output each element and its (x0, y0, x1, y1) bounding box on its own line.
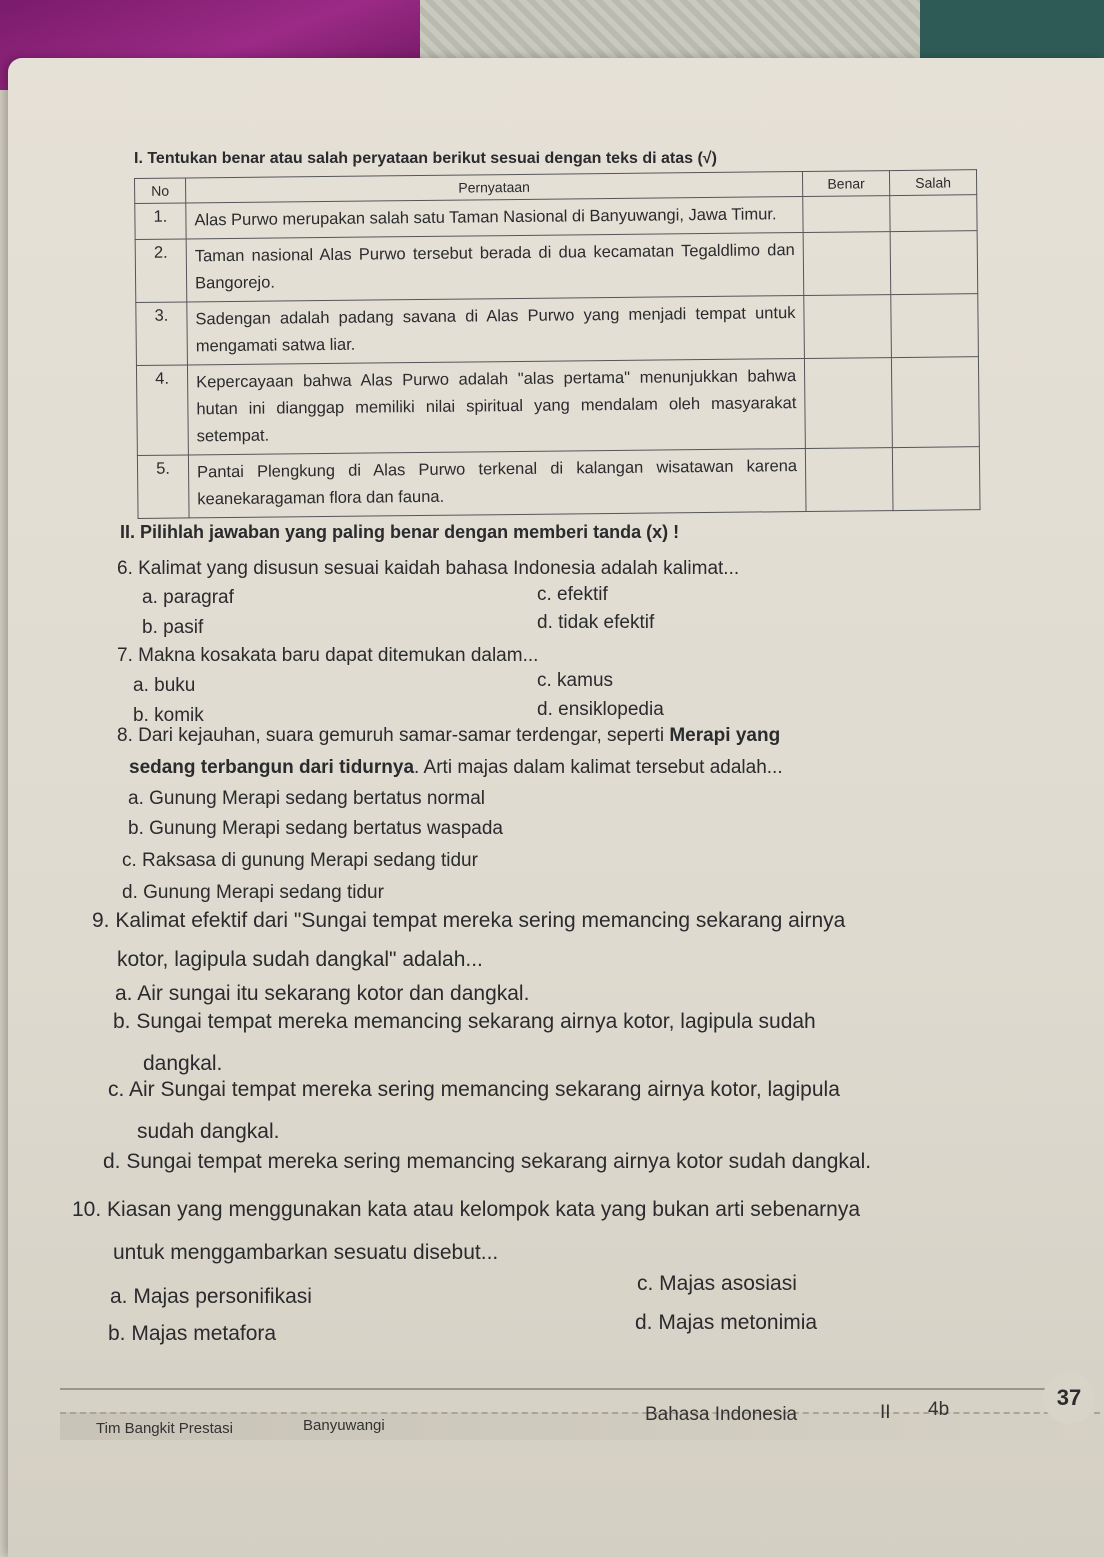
table-row (136, 294, 979, 366)
page-number: 37 (1043, 1372, 1095, 1424)
q8-option-c[interactable]: c. Raksasa di gunung Merapi sedang tidur (122, 850, 478, 871)
q8-stem-bold: Merapi yang (669, 725, 781, 746)
q10-option-c[interactable]: c. Majas asosiasi (637, 1272, 797, 1295)
table-row (136, 357, 979, 456)
true-checkbox-cell[interactable] (803, 196, 890, 233)
row-statement: Pantai Plengkung di Alas Purwo terkenal di kalangan wisatawan karena keanekaragaman flora dan fauna. (188, 448, 806, 517)
true-checkbox-cell[interactable] (803, 232, 891, 296)
question-7-stem: 7. Makna kosakata baru dapat ditemukan dalam... (117, 645, 539, 666)
q9-option-c-line2[interactable]: sudah dangkal. (137, 1120, 280, 1143)
q7-option-c[interactable]: c. kamus (537, 670, 614, 691)
question-6-stem: 6. Kalimat yang disusun sesuai kaidah bahasa Indonesia adalah kalimat... (117, 558, 740, 579)
row-statement: Sadengan adalah padang savana di Alas Purwo yang menjadi tempat untuk mengamati satwa liar. (187, 295, 805, 364)
row-number: 4. (136, 365, 188, 456)
q8-stem-bold: sedang terbangun dari tidurnya (129, 757, 415, 778)
row-number: 1. (135, 203, 186, 240)
q8-stem-text: . Arti majas dalam kalimat tersebut adalah... (414, 757, 783, 778)
q8-stem-text: 8. Dari kejauhan, suara gemuruh samar-samar terdengar, seperti (117, 725, 670, 746)
false-checkbox-cell[interactable] (890, 195, 977, 232)
row-statement: Alas Purwo merupakan salah satu Taman Nasional di Banyuwangi, Jawa Timur. (186, 196, 803, 238)
section2-heading: II. Pilihlah jawaban yang paling benar dengan memberi tanda (x) ! (120, 522, 680, 542)
row-number: 3. (136, 302, 188, 366)
false-checkbox-cell[interactable] (891, 294, 979, 358)
statement-table (134, 169, 981, 519)
q9-option-d[interactable]: d. Sungai tempat mereka sering memancing sekarang airnya kotor sudah dangkal. (103, 1150, 872, 1173)
true-checkbox-cell[interactable] (804, 358, 892, 449)
question-9-stem-line1: 9. Kalimat efektif dari "Sungai tempat mereka sering memancing sekarang airnya (92, 909, 846, 932)
header-true: Benar (802, 171, 889, 197)
q6-option-d[interactable]: d. tidak efektif (537, 612, 655, 633)
question-8-stem-line1 (117, 725, 780, 747)
q7-option-d[interactable]: d. ensiklopedia (537, 699, 664, 720)
footer-semester: II (880, 1402, 891, 1423)
false-checkbox-cell[interactable] (891, 357, 979, 448)
row-statement: Kepercayaan bahwa Alas Purwo adalah "alas pertama" menunjukkan bahwa hutan ini dianggap memiliki nilai spiritual yang mendalam oleh masyarakat setempat. (187, 358, 805, 454)
row-number: 5. (137, 455, 189, 519)
footer-divider (60, 1388, 1060, 1390)
question-10-stem-line2: untuk menggambarkan sesuatu disebut... (113, 1241, 499, 1264)
q6-option-c[interactable]: c. efektif (537, 584, 608, 605)
q9-option-b-line1[interactable]: b. Sungai tempat mereka memancing sekarang airnya kotor, lagipula sudah (113, 1010, 816, 1033)
question-8-stem-line2 (129, 757, 783, 779)
question-10-stem-line1: 10. Kiasan yang menggunakan kata atau kelompok kata yang bukan arti sebenarnya (72, 1198, 861, 1221)
q10-option-d[interactable]: d. Majas metonimia (635, 1311, 818, 1334)
q7-option-a[interactable]: a. buku (133, 675, 196, 696)
footer-publisher: Tim Bangkit Prestasi (96, 1420, 233, 1437)
footer-grade: 4b (928, 1399, 950, 1420)
row-statement: Taman nasional Alas Purwo tersebut berada di dua kecamatan Tegaldlimo dan Bangorejo. (186, 232, 804, 301)
row-number: 2. (135, 239, 187, 303)
false-checkbox-cell[interactable] (892, 447, 980, 511)
q6-option-a[interactable]: a. paragraf (142, 587, 234, 608)
header-false: Salah (889, 170, 976, 196)
section1-heading: I. Tentukan benar atau salah peryataan berikut sesuai dengan teks di atas (√) (134, 150, 717, 167)
q9-option-c-line1[interactable]: c. Air Sungai tempat mereka sering memancing sekarang airnya kotor, lagipula (108, 1078, 840, 1101)
true-checkbox-cell[interactable] (805, 448, 893, 512)
footer-city: Banyuwangi (303, 1417, 385, 1434)
q6-option-b[interactable]: b. pasif (142, 617, 204, 638)
footer-subject: Bahasa Indonesia (645, 1404, 798, 1425)
q8-option-a[interactable]: a. Gunung Merapi sedang bertatus normal (128, 788, 485, 809)
q10-option-b[interactable]: b. Majas metafora (108, 1322, 277, 1345)
q9-option-b-line2[interactable]: dangkal. (143, 1052, 223, 1075)
true-checkbox-cell[interactable] (804, 295, 892, 359)
table-row (135, 231, 978, 303)
header-statement: Pernyataan (186, 171, 803, 202)
question-9-stem-line2: kotor, lagipula sudah dangkal" adalah... (117, 948, 483, 971)
table-row (137, 447, 980, 519)
header-no: No (135, 178, 186, 204)
q7-option-b[interactable]: b. komik (133, 705, 204, 726)
q8-option-d[interactable]: d. Gunung Merapi sedang tidur (122, 882, 384, 903)
false-checkbox-cell[interactable] (890, 231, 978, 295)
q8-option-b[interactable]: b. Gunung Merapi sedang bertatus waspada (128, 818, 503, 839)
q9-option-a[interactable]: a. Air sungai itu sekarang kotor dan dangkal. (115, 982, 530, 1005)
q10-option-a[interactable]: a. Majas personifikasi (110, 1285, 312, 1308)
